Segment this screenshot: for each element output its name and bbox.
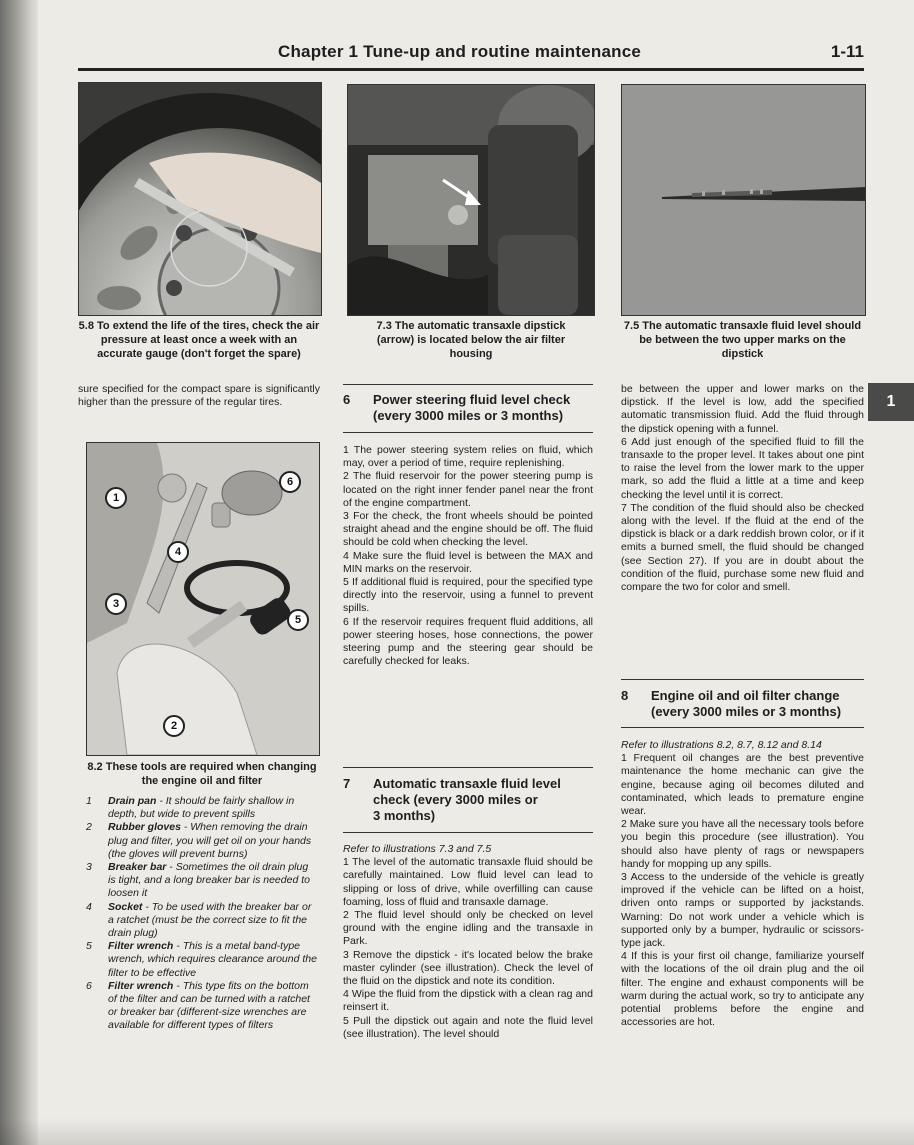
caption-8-2: 8.2 These tools are required when changing the engine oil and filter xyxy=(87,761,317,787)
tool-item: 6 Filter wrench - This type fits on the bottom of the filter and can be turned with a ratchet or breaker bar (different-size wrenches are available for different types of filters xyxy=(86,979,310,1032)
caption-5-8: 5.8 To extend the life of the tires, check the air pressure at least once a week with an accurate gauge (don't forget the spare) xyxy=(78,320,320,360)
callout-5: 5 xyxy=(287,609,309,631)
callout-4: 4 xyxy=(167,541,189,563)
tool-item: 4 Socket - To be used with the breaker bar or a ratchet (must be the correct size to fit the drain plug) xyxy=(86,900,312,940)
page-number: 1-11 xyxy=(830,42,864,61)
callout-2: 2 xyxy=(163,715,185,737)
section-8-rule-top xyxy=(621,679,864,680)
photo-oil-change-tools xyxy=(86,442,320,756)
tool-item: 5 Filter wrench - This is a metal band-type wrench, which requires clearance around the filter to be effective xyxy=(86,940,317,979)
tool-item: 3 Breaker bar - Sometimes the oil drain plug is tight, and a long breaker bar is needed to loosen it xyxy=(86,861,310,900)
page-header xyxy=(78,38,864,71)
tool-item: 2 Rubber gloves - When removing the drain plug and filter, you will get oil on your hands (the gloves will prevent burns) xyxy=(86,821,312,860)
section-7-number: 7 xyxy=(343,776,351,791)
photo-tire-gauge xyxy=(78,82,322,316)
caption-7-5: 7.5 The automatic transaxle fluid level should be between the two upper marks on the dipstick xyxy=(623,320,862,360)
photo-dipstick-marks xyxy=(621,84,866,316)
book-binding-shadow xyxy=(0,0,38,1145)
page-shadow xyxy=(0,1118,914,1145)
section-6-rule-bottom xyxy=(343,432,593,433)
section-6-heading xyxy=(343,392,593,428)
tool-item: 1 Drain pan - It should be fairly shallow in depth, but wide to prevent spills xyxy=(86,795,295,821)
callout-3: 3 xyxy=(105,593,127,615)
section-8-title: Engine oil and oil filter change (every 3000 miles or 3 months) xyxy=(651,688,842,719)
callout-1: 1 xyxy=(105,487,127,509)
photo-transaxle-dipstick xyxy=(347,84,595,316)
section-7-heading xyxy=(343,776,593,828)
section-7-title: Automatic transaxle fluid level check (every 3000 miles or 3 months) xyxy=(373,776,561,823)
section-6-number: 6 xyxy=(343,392,351,407)
dipstick-image xyxy=(622,85,865,315)
tire-wheel-image xyxy=(79,83,321,315)
section-8-heading xyxy=(621,688,864,724)
section-6-rule-top xyxy=(343,384,593,385)
chapter-tab: 1 xyxy=(868,383,914,421)
caption-7-3: 7.3 The automatic transaxle dipstick (arrow) is located below the air filter housing xyxy=(376,320,566,360)
section-7-rule-top xyxy=(343,767,593,768)
col3-continuation: be between the upper and lower marks on the dipstick. If the level is low, add the specified automatic transmission fluid. Add the fluid through the dipstick opening with a funnel. 6 Add just enough of the specified fluid to fill the transaxle to the proper level. It takes about one pint to raise the level from the lower mark to the upper mark, so add the fluid a little at a time and keep checking the level until it is correct. 7 The condition of the fluid should also be checked along with the level. If the fluid at the end of the dipstick is black or a dark reddish brown color, or if it emits a burned smell, the fluid should be changed (see Section 27). If you are in doubt about the condition of the fluid, purchase some new fluid and compare the two for color and smell. xyxy=(621,383,864,594)
col1-intro-text: sure specified for the compact spare is significantly higher than the pressure of the regular tires. xyxy=(78,383,320,409)
callout-6: 6 xyxy=(279,471,301,493)
section-7-body: Refer to illustrations 7.3 and 7.5 1 The level of the automatic transaxle fluid should be carefully maintained. Low fluid level can lead to slipping or loss of drive, while overfilling can cause foaming, loss of fluid and transaxle damage. 2 The fluid level should only be checked on level ground with the engine idling and the transaxle in Park. 3 Remove the dipstick - it's located below the brake master cylinder (see illustration). Check the level of the fluid on the dipstick and note its condition. 4 Wipe the fluid from the dipstick with a clean rag and reinsert it. 5 Pull the dipstick out again and note the fluid level (see illustration). The level should xyxy=(343,843,593,1040)
section-8-number: 8 xyxy=(621,688,629,703)
section-8-rule-bottom xyxy=(621,727,864,728)
tools-list xyxy=(86,795,318,1033)
engine-bay-image xyxy=(348,85,594,315)
section-8-body: Refer to illustrations 8.2, 8.7, 8.12 and 8.14 1 Frequent oil changes are the best preventive maintenance the home mechanic can give the engine, because aging oil becomes diluted and contaminated, which leads to premature engine wear. 2 Make sure you have all the necessary tools before you begin this procedure (see illustration). You should also have plenty of rags or newspapers handy for mopping up any spills. 3 Access to the underside of the vehicle is greatly improved if the vehicle can be lifted on a hoist, driven onto ramps or supported by jackstands. Warning: Do not work under a vehicle which is supported only by a bumper, hydraulic or scissors-type jack. 4 If this is your first oil change, familiarize yourself with the locations of the oil drain plug and the oil filter. The engine and exhaust components will be warm during the actual work, so try to anticipate any potential problems before the engine and accessories are hot. xyxy=(621,739,864,1029)
chapter-title: Chapter 1 Tune-up and routine maintenance xyxy=(278,42,642,61)
section-6-title: Power steering fluid level check (every 3000 miles or 3 months) xyxy=(373,392,571,423)
section-7-rule-bottom xyxy=(343,832,593,833)
section-6-body: 1 The power steering system relies on fluid, which may, over a period of time, require replenishing. 2 The fluid reservoir for the power steering pump is located on the right inner fender panel near the front of the engine compartment. 3 For the check, the front wheels should be pointed straight ahead and the engine should be off. The fluid should be cold when checking the level. 4 Make sure the fluid level is between the MAX and MIN marks on the reservoir. 5 If additional fluid is required, pour the specified type directly into the reservoir, using a funnel to prevent spills. 6 If the reservoir requires frequent fluid additions, all power steering hoses, hose connections, the power steering pump and the steering gear should be carefully checked for leaks. xyxy=(343,444,593,668)
